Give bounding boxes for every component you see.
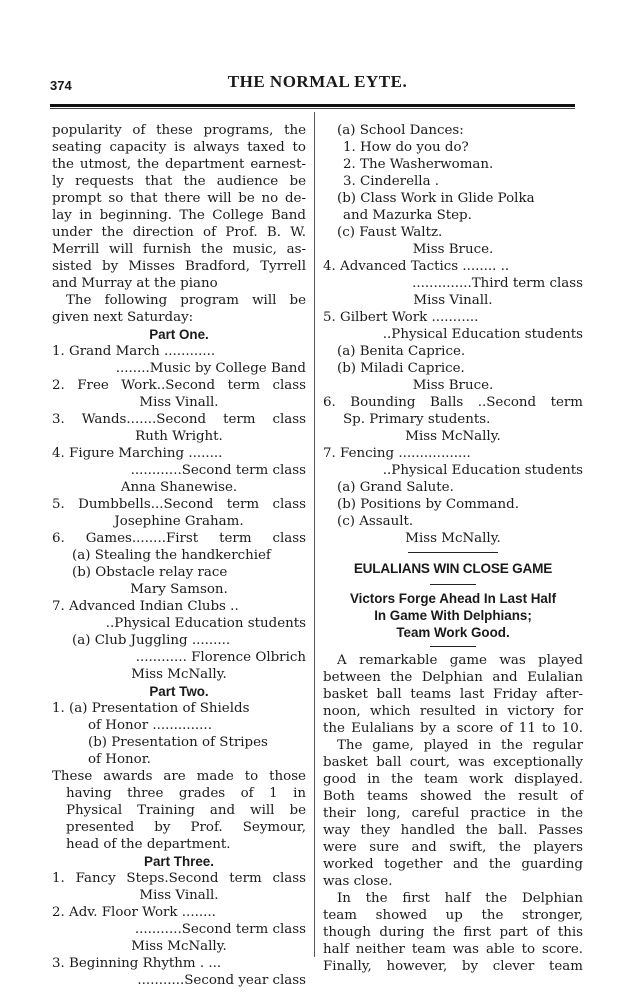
text-line: worked together and the guarding (323, 857, 583, 872)
text-line: of Honor. (88, 752, 151, 767)
publication-title: THE NORMAL EYTE. (227, 72, 408, 91)
text-line: 1. Fancy Steps.Second term class (52, 871, 306, 886)
text-line: was close. (323, 874, 393, 889)
text-line: ly requests that the audience be (52, 174, 306, 189)
text-line: (a) Club Juggling ......... (72, 633, 231, 648)
text-line: 6. Games........First term class (52, 531, 306, 546)
program-part-heading: Part Three. (144, 854, 214, 869)
text-line: Miss Vinall. (139, 395, 219, 410)
text-line: ........Music by College Band (115, 361, 306, 376)
text-line: (a) Grand Salute. (337, 480, 454, 495)
text-line: Miss Bruce. (412, 242, 494, 257)
text-line: (c) Faust Waltz. (337, 225, 443, 240)
text-line: The game, played in the regular (337, 738, 583, 753)
text-line: Sp. Primary students. (343, 412, 491, 427)
text-line: half neither team was able to score. (323, 942, 583, 957)
text-line: under the direction of Prof. B. W. (52, 225, 306, 240)
text-line: 1. How do you do? (343, 140, 469, 155)
text-line: team showed up the stronger, (323, 908, 583, 923)
article-headline: EULALIANS WIN CLOSE GAME (353, 561, 553, 576)
text-line: ..Physical Education students (382, 327, 583, 342)
text-line: 2. Adv. Floor Work ........ (52, 905, 216, 920)
text-line: 6. Bounding Balls ..Second term (323, 395, 583, 410)
text-line: Mary Samson. (130, 582, 228, 597)
text-line: prompt so that there will be no de- (52, 191, 306, 206)
text-line: basket ball court, was exceptionally (323, 755, 583, 770)
text-line: basket ball teams last Friday after- (323, 687, 583, 702)
text-line: Miss Bruce. (412, 378, 494, 393)
text-line: seating capacity is always taxed to (52, 140, 306, 155)
text-line: A remarkable game was played (337, 653, 583, 668)
section-rule (323, 641, 583, 652)
text-line: (a) Stealing the handkerchief (72, 548, 271, 563)
text-line: ...........Second term class (134, 922, 306, 937)
text-line: good in the team work displayed. (323, 772, 583, 787)
text-line: Merrill will furnish the music, as- (52, 242, 306, 257)
text-line: Physical Training and will be (66, 803, 306, 818)
text-line: Miss McNally. (405, 531, 501, 546)
article-subheadline: Victors Forge Ahead In Last Half (349, 591, 557, 606)
text-line: (b) Obstacle relay race (72, 565, 228, 580)
text-line: ..Physical Education students (382, 463, 583, 478)
text-line: 2. The Washerwoman. (343, 157, 494, 172)
text-line: (a) Benita Caprice. (337, 344, 466, 359)
text-line: sisted by Misses Bradford, Tyrrell (52, 259, 306, 274)
text-line: and Murray at the piano (52, 276, 218, 291)
text-line: Miss Vinall. (139, 888, 219, 903)
text-line: the utmost, the department earnest- (52, 157, 306, 172)
text-line: 7. Advanced Indian Clubs .. (52, 599, 239, 614)
text-line: noon, which resulted in victory for (323, 704, 583, 719)
text-line: Ruth Wright. (135, 429, 223, 444)
text-line: popularity of these programs, the (52, 123, 306, 138)
text-line: Josephine Graham. (114, 514, 244, 529)
text-line: ..............Third term class (412, 276, 583, 291)
text-line: ...........Second year class (137, 973, 306, 988)
text-line: 5. Dumbbells...Second term class (52, 497, 306, 512)
text-line: 5. Gilbert Work ........... (323, 310, 479, 325)
text-line: and Mazurka Step. (343, 208, 472, 223)
text-line: ............Second term class (130, 463, 306, 478)
text-line: presented by Prof. Seymour, (66, 820, 306, 835)
text-line: 7. Fencing ................. (323, 446, 471, 461)
text-line: given next Saturday: (52, 310, 194, 325)
text-line: Miss McNally. (131, 939, 227, 954)
text-line: the Eulalians by a score of 11 to 10. (323, 721, 583, 736)
text-line: Both teams showed the result of (323, 789, 583, 804)
text-line: (b) Miladi Caprice. (337, 361, 465, 376)
text-line: 4. Figure Marching ........ (52, 446, 223, 461)
text-line: Miss Vinall. (413, 293, 493, 308)
text-line: (b) Class Work in Glide Polka (337, 191, 535, 206)
text-line: having three grades of 1 in (66, 786, 306, 801)
text-line: head of the department. (66, 837, 231, 852)
text-line: (b) Presentation of Stripes (88, 735, 268, 750)
text-line: were sure and swift, the players (323, 840, 583, 855)
text-line: of Honor .............. (88, 718, 212, 733)
text-line: In the first half the Delphian (337, 891, 583, 906)
text-line: The following program will be (66, 293, 306, 308)
section-rule (323, 547, 583, 558)
text-line: 4. Advanced Tactics ........ .. (323, 259, 510, 274)
text-line: 3. Cinderella . (343, 174, 440, 189)
text-line: 1. Grand March ............ (52, 344, 216, 359)
text-line: way they handled the ball. Passes (323, 823, 583, 838)
text-line: ..Physical Education students (105, 616, 306, 631)
text-line: 2. Free Work..Second term class (52, 378, 306, 393)
article-subheadline: In Game With Delphians; (374, 608, 532, 623)
right-column (323, 122, 583, 975)
text-line: lay in beginning. The College Band (52, 208, 306, 223)
text-line: their long, careful practice in the (323, 806, 583, 821)
section-rule (323, 579, 583, 590)
column-divider (314, 112, 315, 957)
text-line: Miss McNally. (131, 667, 227, 682)
text-line: Finally, however, by clever team (323, 959, 583, 974)
text-line: 3. Beginning Rhythm . ... (52, 956, 222, 971)
text-line: 3. Wands.......Second term class (52, 412, 306, 427)
header-rule (50, 104, 575, 109)
text-line: These awards are made to those (52, 769, 306, 784)
text-line: ............ Florence Olbrich (135, 650, 306, 665)
page-number: 374 (50, 78, 72, 93)
text-line: (a) School Dances: (337, 123, 464, 138)
text-line: (c) Assault. (337, 514, 414, 529)
text-line: Miss McNally. (405, 429, 501, 444)
program-part-heading: Part Two. (149, 684, 209, 699)
text-line: though during the first part of this (323, 925, 583, 940)
article-subheadline: Team Work Good. (396, 625, 510, 640)
text-line: (b) Positions by Command. (337, 497, 519, 512)
text-line: Anna Shanewise. (120, 480, 238, 495)
text-line: between the Delphian and Eulalian (323, 670, 583, 685)
text-line: 1. (a) Presentation of Shields (52, 701, 250, 716)
left-column (52, 122, 306, 989)
program-part-heading: Part One. (149, 327, 209, 342)
